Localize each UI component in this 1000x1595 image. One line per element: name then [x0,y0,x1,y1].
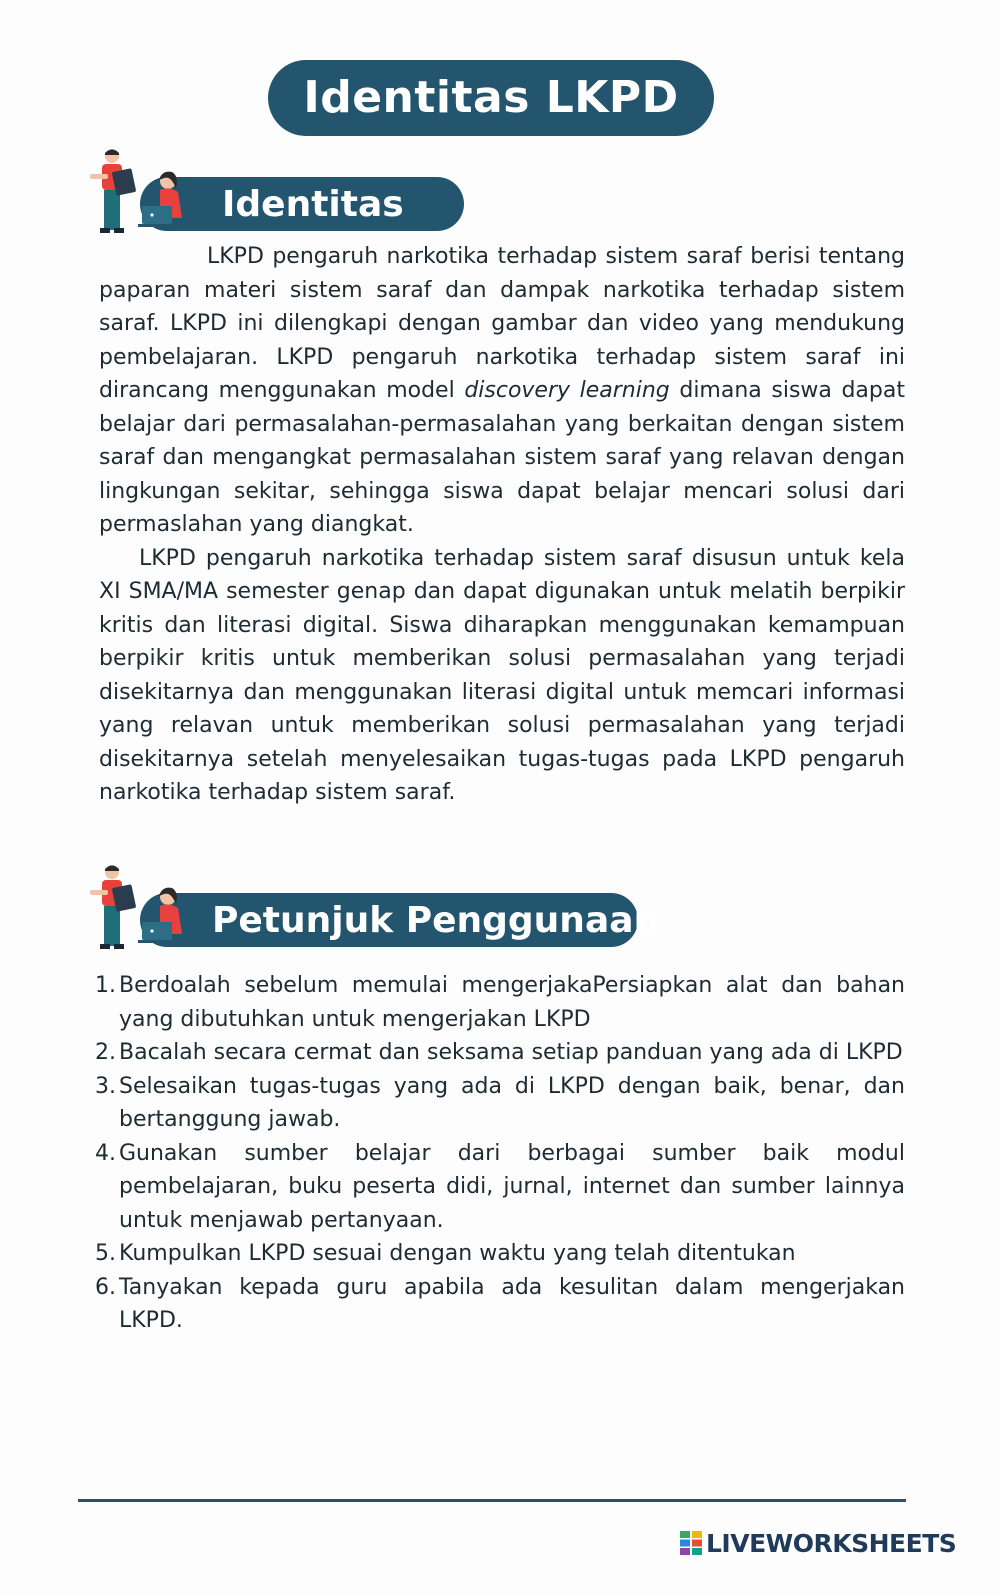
section-header-petunjuk [80,890,660,950]
list-item-text: Berdoalah sebelum memulai mengerjakaPersiapkan alat dan bahan yang dibutuhkan untuk mengerjakan LKPD [119,973,905,1032]
list-number: 1. [95,973,116,998]
list-number: 2. [95,1040,116,1065]
list-number: 6. [95,1274,116,1300]
identitas-paragraph-2: LKPD pengaruh narkotika terhadap sistem saraf disusun untuk kela XI SMA/MA semester genap dan dapat digunakan untuk melatih berpikir kritis dan literasi digital. Siswa diharapkan menggunakan kemampuan berpikir kritis untuk memberikan solusi permasalahan yang terjadi disekitarnya dan menggunakan literasi digital untuk memcari informasi yang relavan untuk memberikan solusi permasalahan yang terjadi disekitarnya setelah menyelesaikan tugas-tugas pada LKPD pengaruh narkotika terhadap sistem saraf. [99,545,905,805]
page-title: Identitas LKPD [268,60,714,136]
list-number: 4. [95,1140,116,1166]
paragraph-text: dimana siswa dapat belajar dari permasalahan-permasalahan yang berkaitan dengan sistem saraf dan mengangkat permasalahan sistem saraf yang relavan dengan lingkungan sekitar, sehingga siswa dapat belajar mencari solusi dari permaslahan yang diangkat. [99,378,905,537]
instruction-list [95,969,905,1338]
list-number: 3. [95,1073,116,1099]
list-item [95,1070,905,1137]
list-item-text: Selesaikan tugas-tugas yang ada di LKPD dengan baik, benar, dan bertanggung jawab. [119,1073,905,1132]
identitas-body [99,240,905,810]
section-title-petunjuk: Petunjuk Penggunaan [212,900,660,941]
paragraph-text: LKPD pengaruh narkotika terhadap sistem saraf berisi tentang paparan materi sistem saraf dan dampak narkotika terhadap sistem saraf. LKPD ini dilengkapi dengan gambar dan video yang mendukung pembelajaran. LKPD pengaruh narkotika terhadap sistem saraf ini dirancang menggunakan model [99,244,905,403]
list-item-text: Kumpulkan LKPD sesuai dengan waktu yang telah ditentukan [119,1241,796,1266]
students-illustration-icon [80,148,200,234]
identitas-paragraph-1 [99,240,905,542]
list-item [95,1271,905,1338]
list-number: 5. [95,1241,116,1266]
liveworksheets-logo-icon [680,1531,702,1555]
liveworksheets-brand[interactable] [680,1526,956,1560]
paragraph-italic-term: discovery learning [464,378,670,403]
section-title-identitas: Identitas [222,184,404,225]
list-item [95,969,905,1036]
footer-divider [78,1499,906,1502]
brand-wordmark: LIVEWORKSHEETS [706,1528,957,1558]
list-item-text: Tanyakan kepada guru apabila ada kesulitan dalam mengerjakan LKPD. [119,1274,905,1333]
list-item [95,1036,905,1070]
students-illustration-icon [80,864,200,950]
section-header-identitas [80,174,464,234]
list-item [95,1237,905,1271]
list-item-text: Gunakan sumber belajar dari berbagai sumber baik modul pembelajaran, buku peserta didi, jurnal, internet dan sumber lainnya untuk menjawab pertanyaan. [119,1140,905,1233]
list-item-text: Bacalah secara cermat dan seksama setiap panduan yang ada di LKPD [119,1040,903,1065]
list-item [95,1137,905,1238]
